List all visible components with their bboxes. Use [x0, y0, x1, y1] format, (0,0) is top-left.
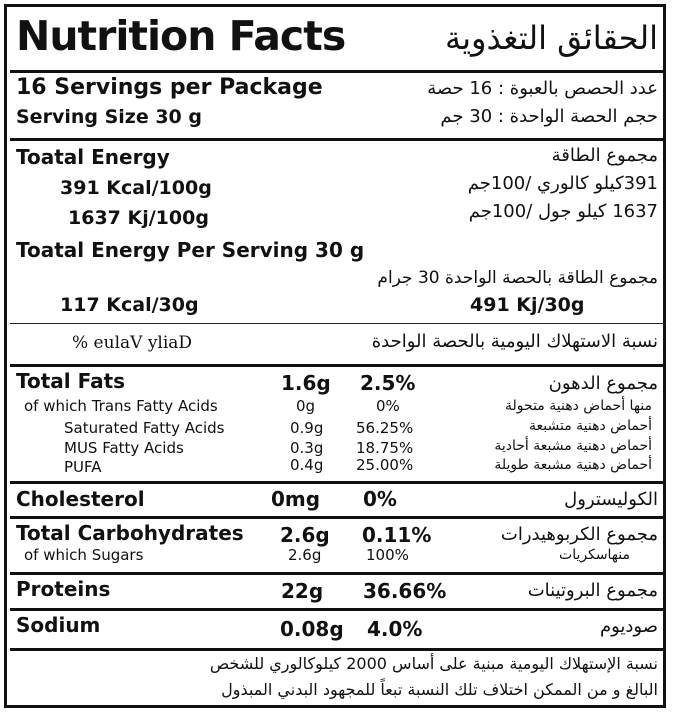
divider-daily-value	[10, 364, 666, 367]
sodium-label-en: Sodium	[16, 613, 101, 637]
cholesterol-amount: 0mg	[271, 487, 321, 511]
divider-title	[10, 70, 666, 73]
sugars-dv: 100%	[366, 546, 409, 564]
fats-amount: 1.6g	[281, 371, 331, 395]
pufa-dv: 25.00%	[356, 456, 414, 474]
proteins-amount: 22g	[281, 579, 324, 603]
mus-fat-label-en: MUS Fatty Acids	[64, 439, 184, 457]
divider-fats	[10, 481, 666, 484]
mus-fat-dv: 18.75%	[356, 439, 414, 457]
cholesterol-label-en: Cholesterol	[16, 487, 145, 511]
cholesterol-label-ar: الكوليسترول	[564, 489, 658, 510]
pufa-amount: 0.4g	[290, 456, 324, 474]
trans-fat-label-en: of which Trans Fatty Acids	[24, 397, 218, 415]
sodium-label-ar: صوديوم	[599, 616, 658, 637]
divider-sodium	[10, 648, 666, 651]
fats-label-en: Total Fats	[16, 369, 126, 393]
trans-fat-amount: 0g	[296, 397, 316, 415]
serving-size-en: Serving Size 30 g	[16, 106, 202, 128]
trans-fat-label-ar: منها أحماض دهنية متحولة	[505, 398, 652, 414]
proteins-label-en: Proteins	[16, 577, 111, 601]
sugars-amount: 2.6g	[288, 546, 322, 564]
energy-per-serving-ar: مجموع الطاقة بالحصة الواحدة 30 جرام	[377, 268, 658, 288]
proteins-label-ar: مجموع البروتينات	[527, 580, 658, 601]
trans-fat-dv: 0%	[376, 397, 400, 415]
title-en: Nutrition Facts	[16, 12, 346, 60]
energy-per-serving-kcal: 117 Kcal/30g	[60, 294, 199, 316]
energy-per-serving-en: Toatal Energy Per Serving 30 g	[16, 238, 365, 262]
fats-dv: 2.5%	[360, 371, 416, 395]
saturated-fat-label-en: Saturated Fatty Acids	[64, 419, 225, 437]
servings-per-package-ar: عدد الحصص بالعبوة : 16 حصة	[427, 78, 658, 99]
divider-servings	[10, 138, 666, 141]
energy-label-ar: مجموع الطاقة	[551, 145, 658, 166]
title-ar: الحقائق التغذوية	[444, 19, 658, 57]
sugars-label-ar: منهاسكريات	[559, 547, 630, 563]
energy-kcal-en: 391 Kcal/100g	[60, 177, 212, 199]
fats-label-ar: مجموع الدهون	[548, 373, 658, 394]
pufa-label-ar: أحماض دهنية مشبعة طويلة	[494, 457, 652, 473]
carbs-label-en: Total Carbohydrates	[16, 521, 244, 545]
mus-fat-label-ar: أحماض دهنية مشبعة أحادية	[494, 438, 652, 454]
energy-kcal-ar: 391كيلو كالوري /100جم	[467, 173, 658, 194]
carbs-dv: 0.11%	[362, 523, 432, 547]
carbs-amount: 2.6g	[280, 523, 330, 547]
sodium-amount: 0.08g	[280, 617, 344, 641]
saturated-fat-label-ar: أحماض دهنية متشبعة	[529, 418, 652, 434]
saturated-fat-amount: 0.9g	[290, 419, 324, 437]
divider-cholesterol	[10, 516, 666, 519]
energy-kj-en: 1637 Kj/100g	[68, 207, 209, 229]
servings-per-package-en: 16 Servings per Package	[16, 75, 323, 100]
serving-size-ar: حجم الحصة الواحدة : 30 جم	[440, 106, 658, 127]
pufa-label-en: PUFA	[64, 458, 102, 476]
daily-value-header-en: Daily Value %	[72, 333, 193, 353]
energy-per-serving-kj: 491 Kj/30g	[470, 294, 585, 316]
sugars-label-en: of which Sugars	[24, 546, 144, 564]
sodium-dv: 4.0%	[367, 617, 423, 641]
carbs-label-ar: مجموع الكربوهيدرات	[500, 524, 658, 545]
proteins-dv: 36.66%	[363, 579, 447, 603]
divider-energy	[10, 323, 666, 324]
divider-carbs	[10, 572, 666, 575]
saturated-fat-dv: 56.25%	[356, 419, 414, 437]
footnote-line-1: نسبة الإستهلاك اليومية مبنية على أساس 2000 كيلوكالوري للشخص	[209, 654, 658, 673]
cholesterol-dv: 0%	[363, 487, 397, 511]
divider-proteins	[10, 608, 666, 611]
daily-value-header-ar: نسبة الاستهلاك اليومية بالحصة الواحدة	[371, 331, 658, 352]
mus-fat-amount: 0.3g	[290, 439, 324, 457]
footnote-line-2: البالغ و من الممكن اختلاف تلك النسبة تبعاً للمجهود البدني المبذول	[221, 680, 658, 699]
energy-kj-ar: 1637 كيلو جول /100جم	[468, 201, 658, 222]
energy-label-en: Toatal Energy	[16, 145, 170, 169]
